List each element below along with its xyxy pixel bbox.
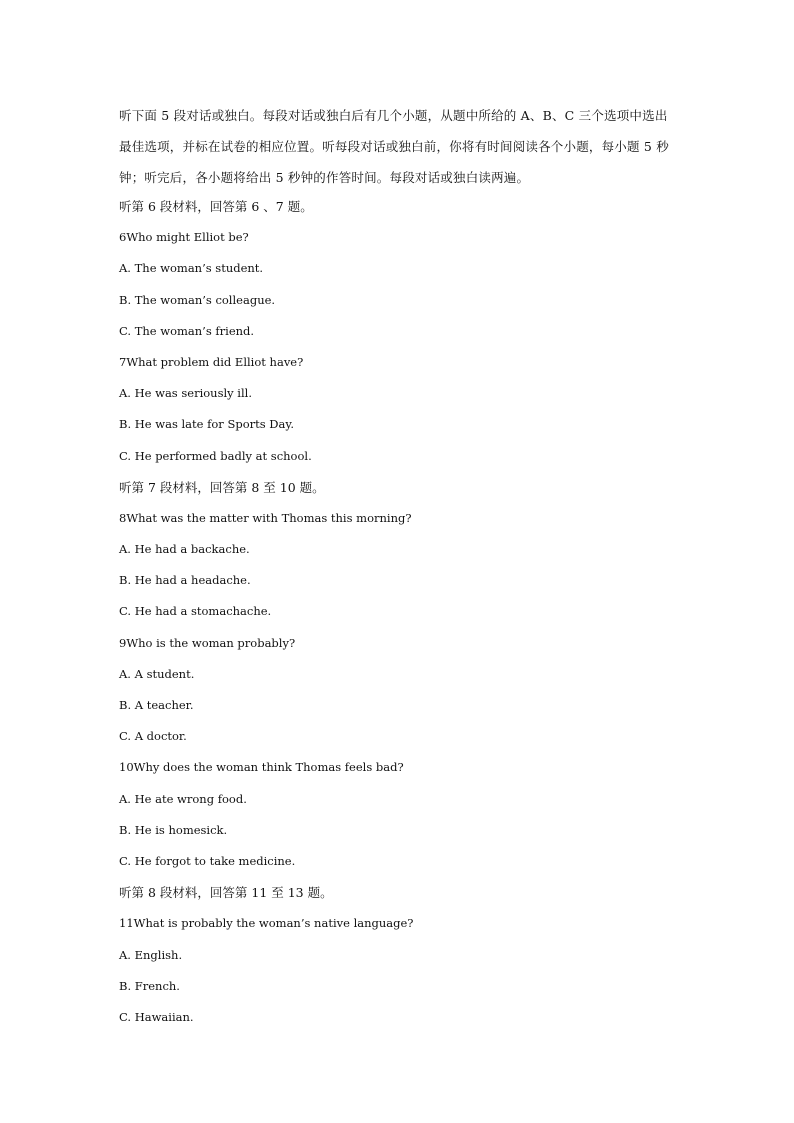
question-text: 6Who might Elliot be? — [119, 230, 249, 245]
question-text: 11What is probably the woman’s native language? — [119, 916, 414, 931]
answer-option: C. He had a stomachache. — [119, 604, 272, 619]
question-list — [119, 191, 679, 1033]
answer-option: A. He had a backache. — [119, 542, 250, 557]
answer-option: B. He was late for Sports Day. — [119, 417, 294, 432]
answer-option: A. He was seriously ill. — [119, 386, 252, 401]
section-heading: 听第 7 段材料，回答第 8 至 10 题。 — [119, 479, 325, 495]
answer-option: C. He performed badly at school. — [119, 448, 312, 463]
answer-option: B. A teacher. — [119, 698, 194, 712]
instruction-line: 听下面 5 段对话或独白。每段对话或独白后有几个小题，从题中所给的 A、B、C 三个选项中选出 — [119, 108, 668, 123]
answer-option: C. He forgot to take medicine. — [119, 853, 296, 868]
question-text: 10Why does the woman think Thomas feels bad? — [119, 760, 404, 775]
answer-option: A. A student. — [119, 666, 195, 681]
answer-option: C. Hawaiian. — [119, 1009, 194, 1024]
answer-option: C. A doctor. — [119, 729, 187, 744]
question-text: 7What problem did Elliot have? — [119, 354, 304, 369]
instruction-line: 钟；听完后，各小题将给出 5 秒钟的作答时间。每段对话或独白读两遍。 — [119, 170, 530, 185]
answer-option: B. He had a headache. — [119, 573, 251, 588]
section-heading: 听第 6 段材料，回答第 6 、7 题。 — [119, 199, 313, 214]
question-text: 8What was the matter with Thomas this morning? — [119, 510, 412, 525]
section-heading: 听第 8 段材料，回答第 11 至 13 题。 — [119, 885, 333, 901]
answer-option: A. English. — [119, 947, 183, 962]
listening-instructions — [119, 100, 679, 193]
answer-option: A. The woman’s student. — [119, 261, 264, 276]
question-text: 9Who is the woman probably? — [119, 635, 296, 650]
answer-option: B. French. — [119, 978, 180, 993]
answer-option: B. The woman’s colleague. — [119, 292, 276, 307]
instruction-line: 最佳选项，并标在试卷的相应位置。听每段对话或独白前，你将有时间阅读各个小题，每小题 5 秒 — [119, 139, 669, 154]
answer-option: C. The woman’s friend. — [119, 323, 255, 338]
answer-option: A. He ate wrong food. — [119, 791, 247, 806]
answer-option: B. He is homesick. — [119, 822, 228, 837]
